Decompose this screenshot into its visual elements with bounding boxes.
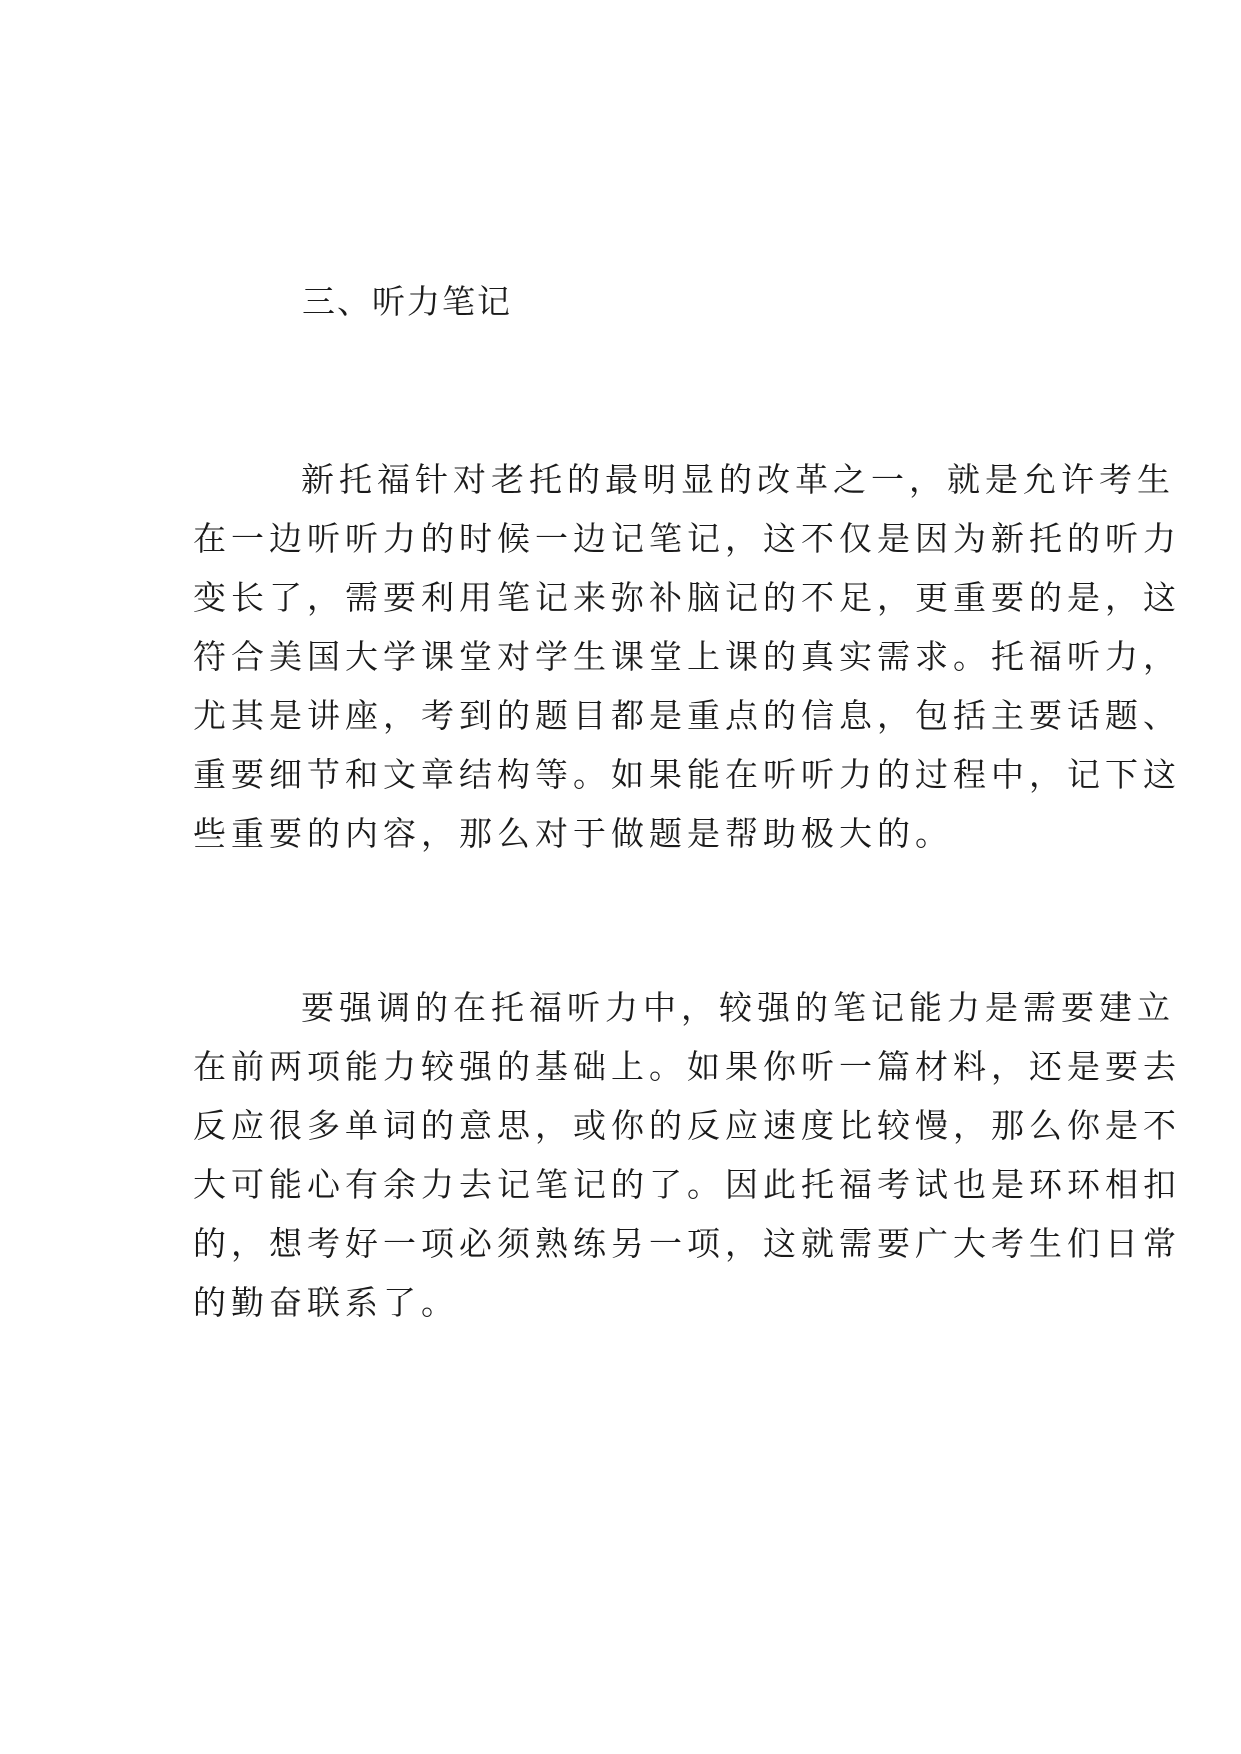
paragraph-line: 要强调的在托福听力中，较强的笔记能力是需要建立 — [301, 988, 1175, 1027]
paragraph-line: 的，想考好一项必须熟练另一项，这就需要广大考生们日常 — [193, 1224, 1181, 1263]
paragraph-line: 的勤奋联系了。 — [193, 1283, 459, 1322]
paragraph-line: 符合美国大学课堂对学生课堂上课的真实需求。托福听力， — [193, 637, 1181, 676]
paragraph-line: 重要细节和文章结构等。如果能在听听力的过程中，记下这 — [193, 755, 1181, 794]
paragraph-line: 反应很多单词的意思，或你的反应速度比较慢，那么你是不 — [193, 1106, 1181, 1145]
paragraph-line: 在前两项能力较强的基础上。如果你听一篇材料，还是要去 — [193, 1047, 1181, 1086]
paragraph-line: 大可能心有余力去记笔记的了。因此托福考试也是环环相扣 — [193, 1165, 1181, 1204]
paragraph-line: 些重要的内容，那么对于做题是帮助极大的。 — [193, 814, 953, 853]
paragraph-line: 新托福针对老托的最明显的改革之一，就是允许考生 — [301, 460, 1175, 499]
paragraph-note-taking-intro — [193, 450, 1181, 863]
paragraph-line: 变长了，需要利用笔记来弥补脑记的不足，更重要的是，这 — [193, 578, 1181, 617]
paragraph-line: 在一边听听力的时候一边记笔记，这不仅是因为新托的听力 — [193, 519, 1181, 558]
section-heading: 三、听力笔记 — [302, 282, 512, 321]
paragraph-note-taking-emphasis — [193, 978, 1181, 1332]
paragraph-line: 尤其是讲座，考到的题目都是重点的信息，包括主要话题、 — [193, 696, 1181, 735]
